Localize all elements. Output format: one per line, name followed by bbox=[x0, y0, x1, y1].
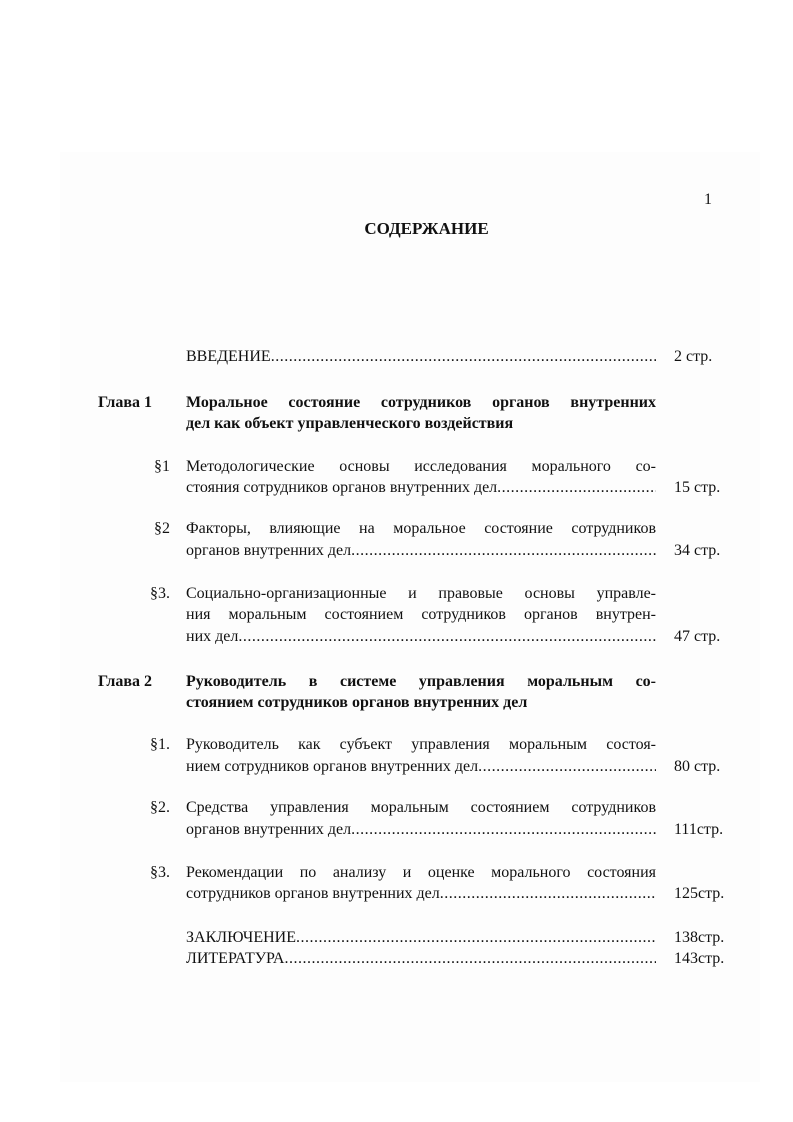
dot-leader bbox=[284, 948, 656, 970]
toc-entry-page: 143стр. bbox=[674, 950, 725, 967]
chapter-title-line: Моральное состояние сотрудников органов внутренних bbox=[186, 394, 656, 411]
toc-entry-label: ЗАКЛЮЧЕНИЕ bbox=[186, 929, 296, 946]
chapter-label: Глава 2 bbox=[98, 673, 152, 690]
toc-entry-literature bbox=[186, 948, 656, 970]
section-number: §1 bbox=[154, 458, 170, 475]
toc-entry-intro bbox=[186, 346, 656, 368]
section-title-last-line: нием сотрудников органов внутренних дел ..... bbox=[186, 756, 656, 778]
dot-leader bbox=[296, 927, 656, 949]
toc-entry-label: ЛИТЕРАТУРА bbox=[186, 950, 285, 967]
chapter-title-line: стоянием сотрудников органов внутренних дел bbox=[186, 694, 528, 711]
toc-entry-page: 2 стр. bbox=[674, 348, 713, 365]
toc-entry-page: 34 стр. bbox=[674, 542, 721, 559]
toc-entry-label: ВВЕДЕНИЕ bbox=[186, 348, 271, 365]
dot-leader bbox=[351, 540, 656, 562]
section-number: §3. bbox=[150, 585, 170, 602]
section-title-line: Средства управления моральным состоянием сотрудников bbox=[186, 799, 656, 816]
toc-entry-page: 80 стр. bbox=[674, 758, 721, 775]
section-title-line: ния моральным состоянием сотрудников органов внутрен- bbox=[186, 606, 656, 623]
toc-entry-page: 47 стр. bbox=[674, 628, 721, 645]
dot-leader bbox=[440, 883, 656, 905]
page-number: 1 bbox=[704, 191, 712, 208]
toc-entry-page: 111стр. bbox=[674, 821, 724, 838]
toc-entry-page: 15 стр. bbox=[674, 479, 721, 496]
section-title-last-line: органов внутренних дел ..... bbox=[186, 819, 656, 841]
dot-leader bbox=[351, 819, 656, 841]
section-title-line: Методологические основы исследования морального со- bbox=[186, 458, 656, 475]
chapter-title-line: дел как объект управленческого воздействия bbox=[186, 415, 514, 432]
chapter-title-line: Руководитель в системе управления моральным со- bbox=[186, 673, 656, 690]
section-title-line: Рекомендации по анализу и оценке морального состояния bbox=[186, 864, 656, 881]
section-number: §2 bbox=[154, 520, 170, 537]
dot-leader bbox=[271, 346, 656, 368]
section-title-line: Руководитель как субъект управления моральным состоя- bbox=[186, 736, 656, 753]
toc-entry-conclusion bbox=[186, 927, 656, 949]
chapter-label: Глава 1 bbox=[98, 394, 152, 411]
section-number: §3. bbox=[150, 864, 170, 881]
section-number: §1. bbox=[150, 736, 170, 753]
toc-entry-page: 125стр. bbox=[674, 885, 725, 902]
dot-leader bbox=[497, 477, 656, 499]
section-title-line: Социально-организационные и правовые основы управле- bbox=[186, 585, 656, 602]
section-title-last-line: них дел ..... bbox=[186, 626, 656, 648]
section-number: §2. bbox=[150, 799, 170, 816]
dot-leader bbox=[238, 626, 656, 648]
section-title-last-line: органов внутренних дел ..... bbox=[186, 540, 656, 562]
section-title-last-line: сотрудников органов внутренних дел ..... bbox=[186, 883, 656, 905]
section-title-line: Факторы, влияющие на моральное состояние сотрудников bbox=[186, 520, 656, 537]
section-title-last-line: стояния сотрудников органов внутренних дел ..... bbox=[186, 477, 656, 499]
toc-entry-page: 138стр. bbox=[674, 929, 725, 946]
toc-title: СОДЕРЖАНИЕ bbox=[364, 219, 489, 238]
dot-leader bbox=[478, 756, 656, 778]
